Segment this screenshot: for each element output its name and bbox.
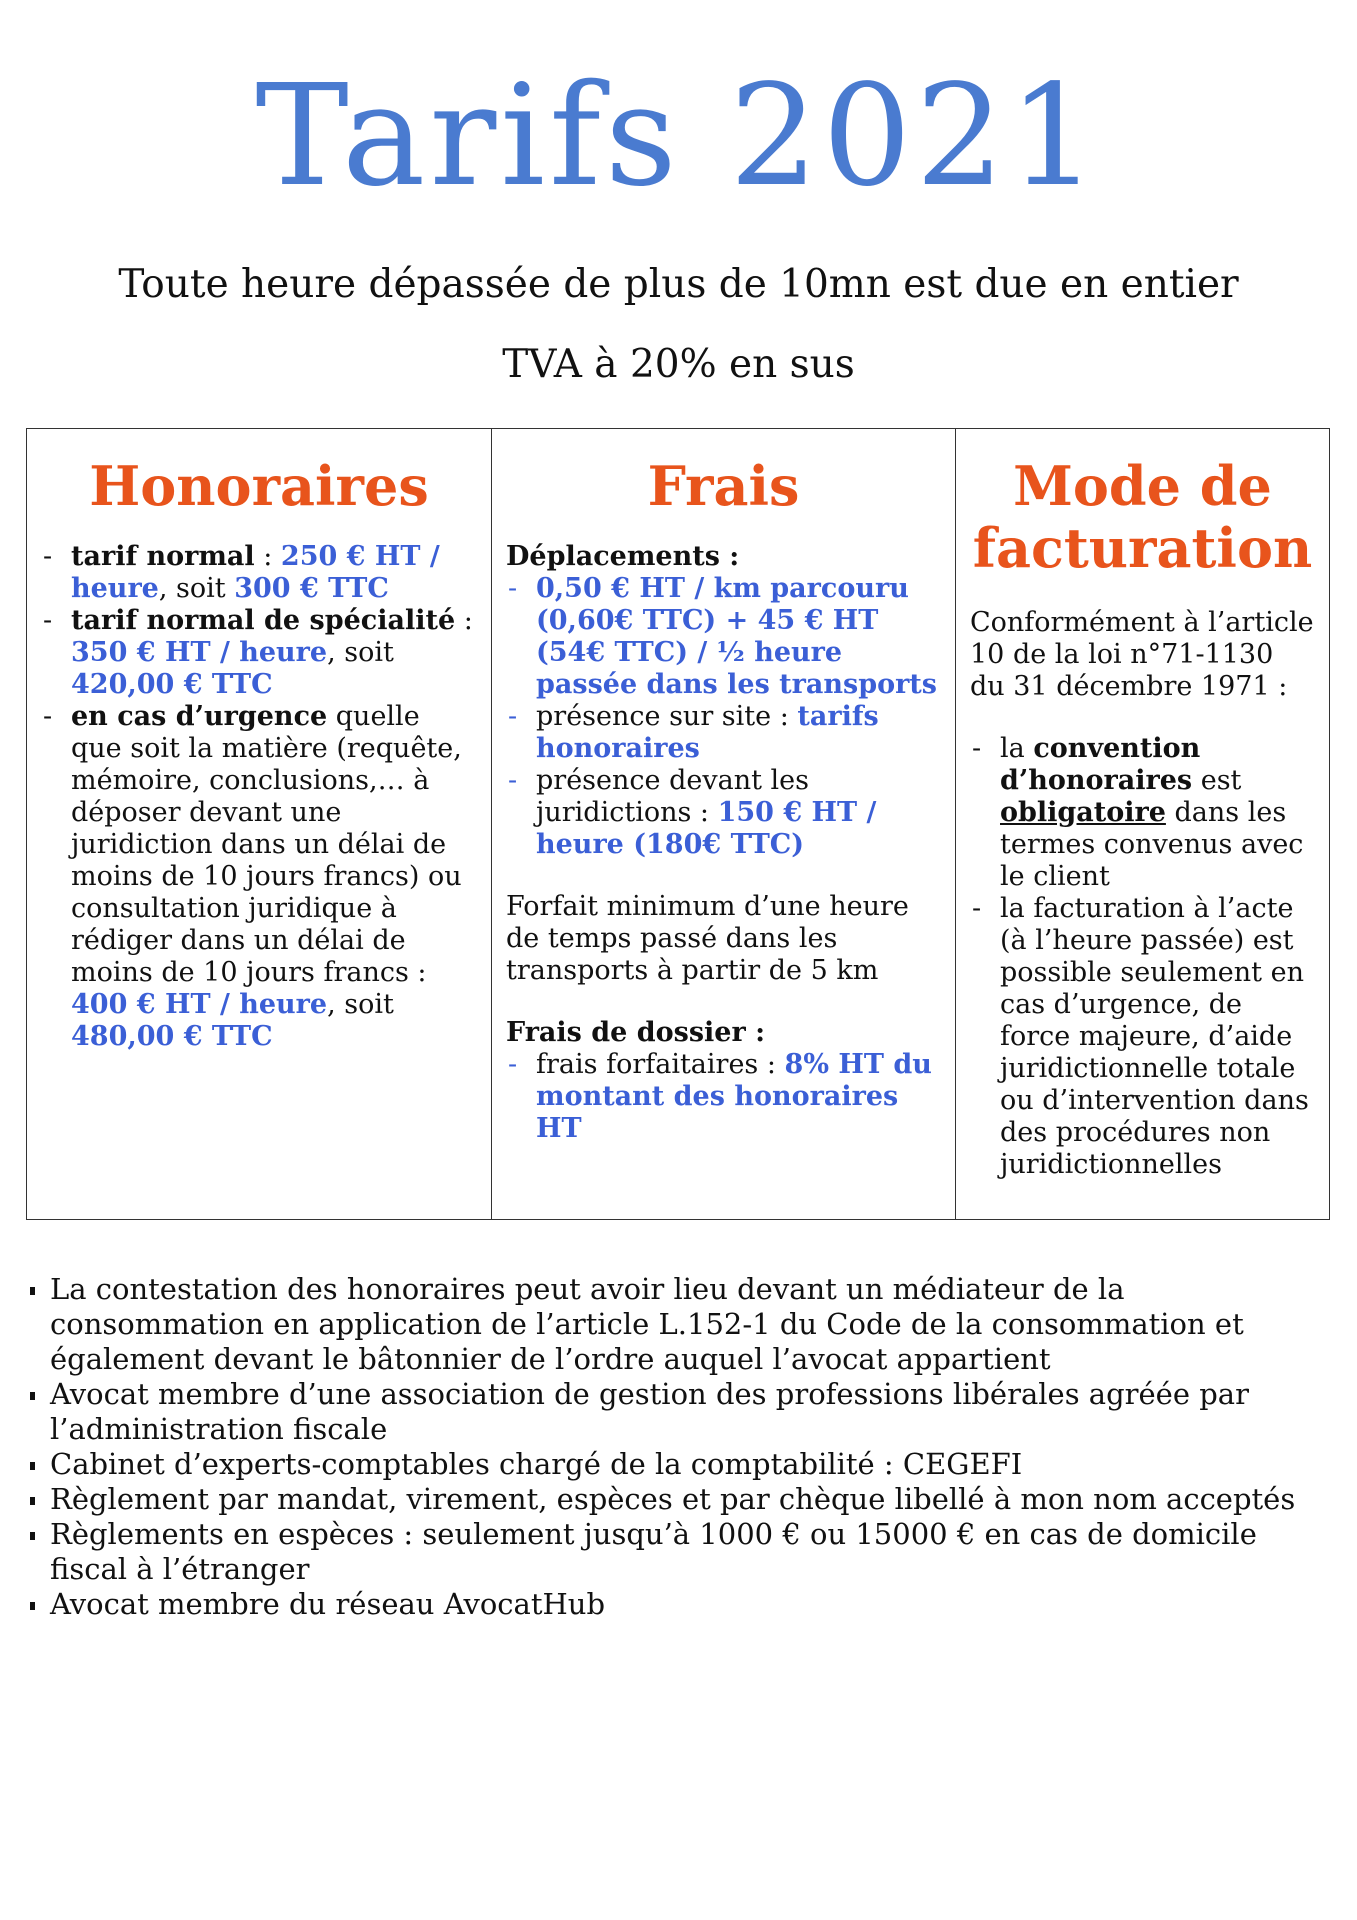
item-value: 0,50 € HT / km parcouru (0,60€ TTC) + 45 € HT (54€ TTC) / ½ heure passée dans les transports — [536, 573, 937, 700]
item-label: tarif normal — [71, 541, 255, 572]
item-text: dans les termes convenus avec le client — [1000, 797, 1304, 892]
item-price-ttc: 300 € TTC — [234, 573, 389, 604]
note-item: Cabinet d’experts-comptables chargé de la comptabilité : CEGEFI — [28, 1447, 1328, 1482]
heading-frais: Frais — [647, 454, 800, 518]
subtitle-vat: TVA à 20% en sus — [502, 342, 855, 387]
item-value: 8% HT du montant des honoraires HT — [536, 1049, 932, 1144]
note-item: Règlements en espèces : seulement jusqu’à 1000 € ou 15000 € en cas de domicile fiscal à l’étranger — [28, 1517, 1328, 1587]
heading-line-2: facturation — [972, 516, 1313, 580]
column-frais — [491, 429, 955, 1219]
list-item — [506, 573, 941, 701]
item-mid: , soit — [327, 989, 394, 1020]
heading-facturation — [970, 455, 1315, 579]
dossier-label: Frais de dossier : — [506, 1017, 766, 1048]
list-item — [970, 893, 1315, 1181]
list-item — [506, 701, 941, 765]
item-strong: convention d’honoraires — [1000, 733, 1201, 796]
item-text: quelle que soit la matière (requête, mémoire, conclusions,… à déposer devant une juridiction dans un délai de moins de 10 jours francs) ou consultation juridique à rédiger dans un délai de moins de 10 jours francs : — [71, 701, 462, 988]
item-sep: : — [455, 605, 473, 636]
heading-line-1: Mode de — [1013, 454, 1272, 518]
item-text: présence sur site : — [536, 701, 798, 732]
item-price: 350 € HT / heure — [71, 637, 328, 668]
item-sep: : — [254, 541, 281, 572]
item-text: présence devant les juridictions : — [536, 765, 809, 828]
item-text: la facturation à l’acte (à l’heure passée) est possible seulement en cas d’urgence, de force majeure, d’aide juridictionnelle totale ou d’intervention dans des procédures non juridictionnelles — [1000, 893, 1309, 1180]
item-label: tarif normal de spécialité — [71, 605, 456, 636]
facturation-list — [970, 733, 1315, 1181]
item-value: 150 € HT / heure (180€ TTC) — [536, 797, 877, 860]
item-price-ttc: 480,00 € TTC — [71, 1021, 273, 1052]
list-item — [41, 701, 477, 1053]
facturation-intro: Conformément à l’article 10 de la loi n°71-1130 du 31 décembre 1971 : — [970, 607, 1314, 702]
item-underlined: obligatoire — [1000, 797, 1166, 828]
note-item: Avocat membre du réseau AvocatHub — [28, 1587, 1328, 1622]
dossier-list — [506, 1049, 941, 1145]
item-value: tarifs honoraires — [536, 701, 879, 764]
item-text: la — [1000, 733, 1034, 764]
list-item — [41, 605, 477, 701]
note-item: Avocat membre d’une association de gestion des professions libérales agréée par l’administration fiscale — [28, 1377, 1328, 1447]
list-item — [506, 765, 941, 861]
column-honoraires — [27, 429, 491, 1219]
list-item — [506, 1049, 941, 1145]
deplacements-label: Déplacements : — [506, 541, 740, 572]
forfait-text: Forfait minimum d’une heure de temps passé dans les transports à partir de 5 km — [506, 891, 909, 986]
honoraires-list — [41, 541, 477, 1053]
item-text: est — [1192, 765, 1242, 796]
item-text: frais forfaitaires : — [536, 1049, 785, 1080]
page-title: Tarifs 2021 — [255, 55, 1102, 218]
heading-honoraires: Honoraires — [89, 454, 429, 518]
note-item: Règlement par mandat, virement, espèces et par chèque libellé à mon nom acceptés — [28, 1482, 1328, 1517]
list-item — [970, 733, 1315, 893]
item-mid: , soit — [327, 637, 394, 668]
pricing-table — [26, 428, 1330, 1220]
item-price: 250 € HT / heure — [71, 541, 440, 604]
notes-list — [28, 1272, 1328, 1622]
item-price-ttc: 420,00 € TTC — [71, 669, 273, 700]
column-facturation — [955, 429, 1329, 1219]
subtitle-rule: Toute heure dépassée de plus de 10mn est due en entier — [118, 262, 1239, 307]
item-price: 400 € HT / heure — [71, 989, 328, 1020]
note-item: La contestation des honoraires peut avoir lieu devant un médiateur de la consommation en application de l’article L.152-1 du Code de la consommation et également devant le bâtonnier de l’ordre auquel l’avocat appartient — [28, 1272, 1328, 1377]
item-label: en cas d’urgence — [71, 701, 328, 732]
item-mid: , soit — [158, 573, 235, 604]
list-item — [41, 541, 477, 605]
deplacements-list — [506, 573, 941, 861]
